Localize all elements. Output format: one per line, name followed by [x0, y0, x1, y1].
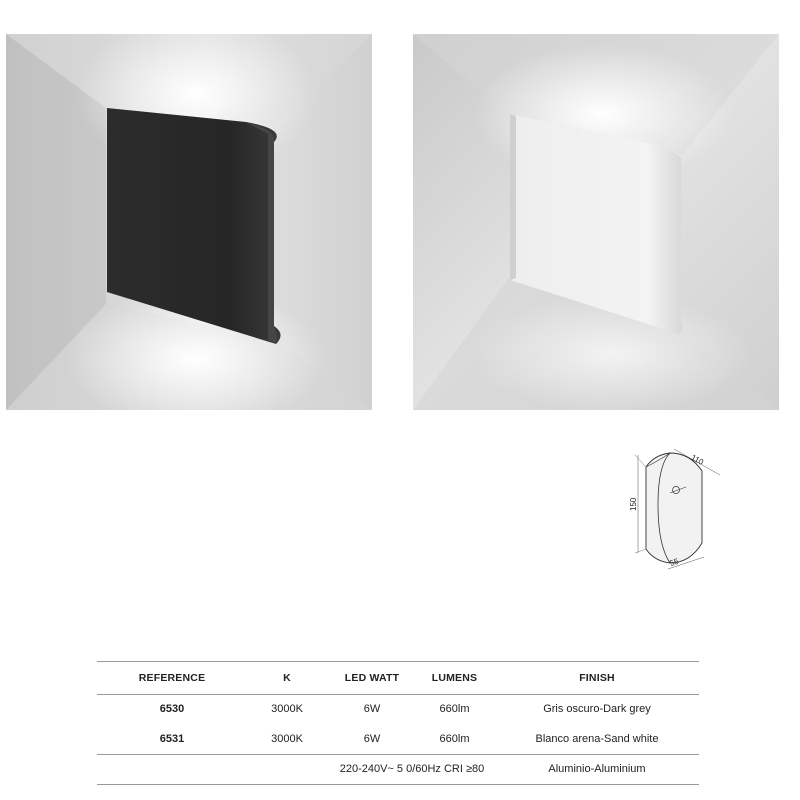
- header-lumens: LUMENS: [431, 672, 478, 684]
- table-header-rule: [97, 694, 699, 695]
- table-top-rule: [97, 661, 699, 662]
- dark-grey-wall-light-photo: [6, 34, 372, 410]
- row-lumens: 660lm: [439, 733, 470, 745]
- row-k: 3000K: [271, 733, 303, 745]
- table-header-row: [97, 666, 699, 690]
- sand-white-wall-light-photo: [413, 34, 779, 410]
- row-reference: 6531: [159, 733, 185, 745]
- header-led-watt: LED WATT: [344, 672, 400, 684]
- header-k: K: [283, 672, 291, 684]
- row-lumens: 660lm: [439, 703, 470, 715]
- header-reference: REFERENCE: [138, 672, 206, 684]
- material-finish: Aluminio-Aluminium: [548, 763, 646, 775]
- width-dimension-label: 110: [689, 452, 706, 467]
- table-row: [97, 727, 699, 751]
- row-finish: Gris oscuro-Dark grey: [543, 703, 651, 715]
- row-k: 3000K: [271, 703, 303, 715]
- table-row: [97, 697, 699, 721]
- table-footer-rule: [97, 754, 699, 755]
- table-bottom-rule: [97, 784, 699, 785]
- height-dimension-label: 150: [629, 497, 638, 511]
- electrical-specs: 220-240V~ 5 0/60Hz CRI ≥80: [339, 763, 485, 775]
- dimension-drawing: [628, 445, 728, 575]
- row-watt: 6W: [363, 733, 381, 745]
- depth-dimension-label: 55: [668, 556, 680, 569]
- header-finish: FINISH: [579, 672, 615, 684]
- table-footer-row: [97, 757, 699, 781]
- row-watt: 6W: [363, 703, 381, 715]
- row-reference: 6530: [159, 703, 185, 715]
- row-finish: Blanco arena-Sand white: [535, 733, 659, 745]
